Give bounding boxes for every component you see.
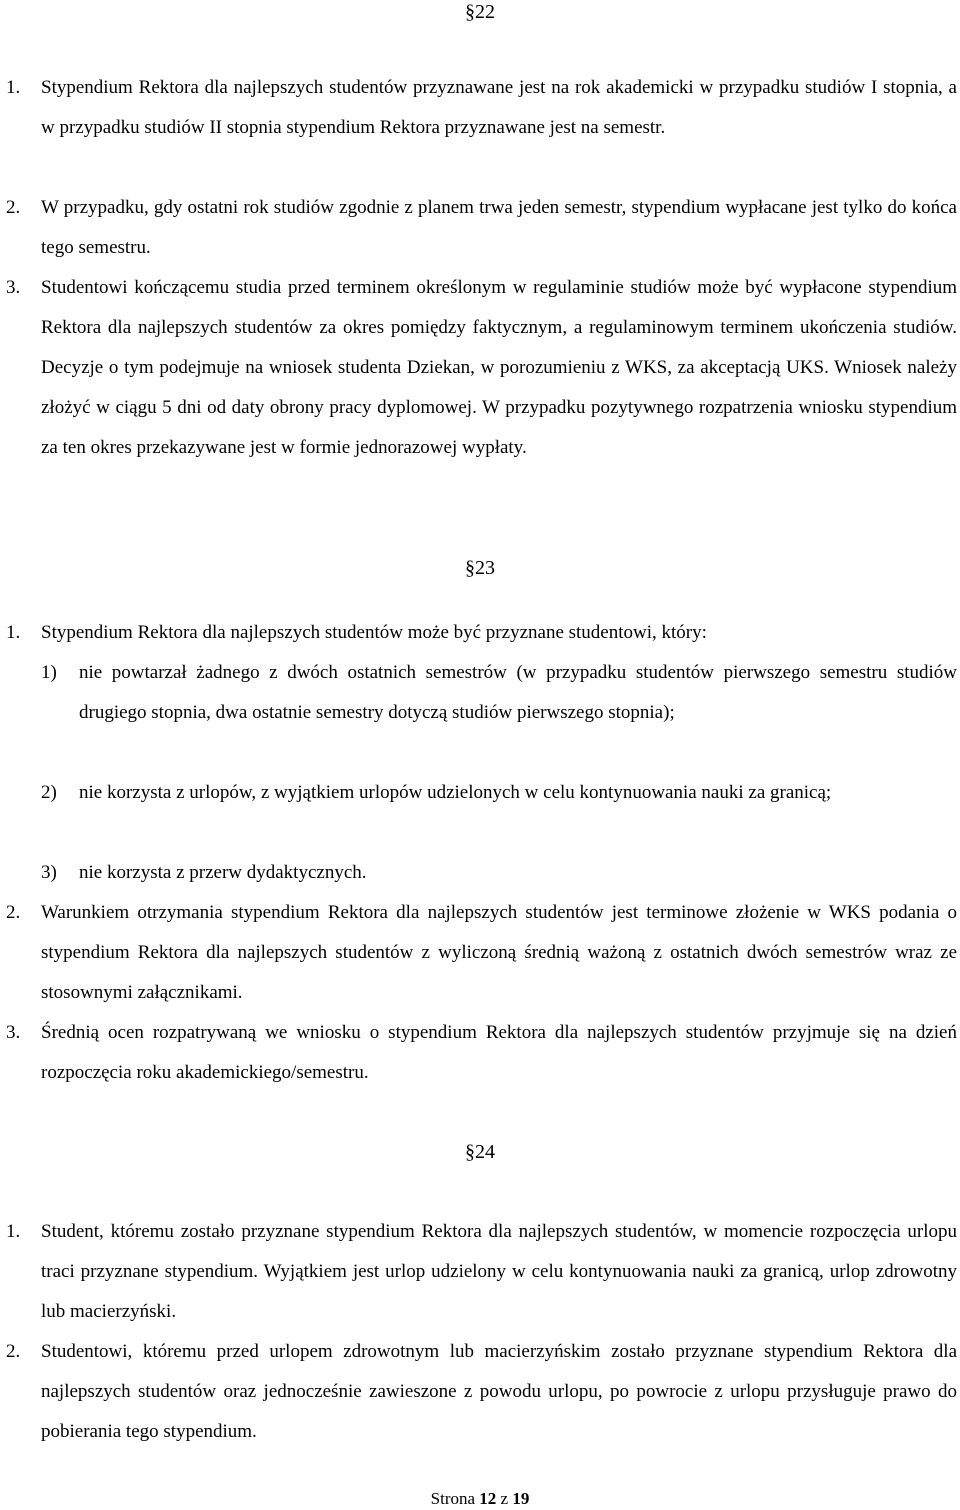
item-text: Student, któremu zostało przyznane stypendium Rektora dla najlepszych studentów, w momencie rozpoczęcia urlopu traci przyznane stypendium. Wyjątkiem jest urlop udzielony w celu kontynuowania nauki za granicą, urlop zdrowotny lub macierzyński. [41,1221,957,1322]
footer-page-total: 19 [512,1489,530,1508]
section-22-item-2 [0,188,957,268]
section-24-item-2 [0,1332,957,1452]
subitem-number: 2) [41,782,57,803]
subitem-number: 1) [41,662,57,683]
item-text: Stypendium Rektora dla najlepszych studentów może być przyznane studentowi, który: [41,622,707,643]
item-number: 3. [6,277,21,298]
item-number: 2. [6,902,21,923]
item-number: 3. [6,1022,21,1043]
footer-prefix: Strona [430,1489,476,1508]
item-number: 1. [6,1221,21,1242]
item-number: 2. [6,197,21,218]
item-text: Studentowi, któremu przed urlopem zdrowotnym lub macierzyńskim zostało przyznane stypendium Rektora dla najlepszych studentów oraz jednocześnie zawieszone z powodu urlopu, po powrocie z urlopu przysługuje prawo do pobierania tego stypendium. [41,1341,957,1442]
item-text: W przypadku, gdy ostatni rok studiów zgodnie z planem trwa jeden semestr, stypendium wypłacane jest tylko do końca tego semestru. [41,197,957,258]
section-heading-23: §23 [465,557,495,579]
section-23-subitem-2 [0,773,957,813]
subitem-text: nie korzysta z urlopów, z wyjątkiem urlopów udzielonych w celu kontynuowania nauki za granicą; [79,782,832,803]
subitem-number: 3) [41,862,57,883]
item-text: Stypendium Rektora dla najlepszych studentów przyznawane jest na rok akademicki w przypadku studiów I stopnia, a w przypadku studiów II stopnia stypendium Rektora przyznawane jest na semestr. [41,77,957,138]
subitem-text: nie powtarzał żadnego z dwóch ostatnich semestrów (w przypadku studentów pierwszego semestru studiów drugiego stopnia, dwa ostatnie semestry dotyczą studiów pierwszego stopnia); [79,662,957,723]
subitem-text: nie korzysta z przerw dydaktycznych. [79,862,367,883]
item-number: 1. [6,77,21,98]
item-number: 1. [6,622,21,643]
item-text: Średnią ocen rozpatrywaną we wniosku o stypendium Rektora dla najlepszych studentów przyjmuje się na dzień rozpoczęcia roku akademickiego/semestru. [41,1022,957,1083]
section-heading-22: §22 [465,1,495,23]
item-number: 2. [6,1341,21,1362]
section-heading-24: §24 [465,1141,495,1163]
section-23-item-2 [0,893,957,1013]
section-24-item-1 [0,1212,957,1332]
footer-page-number: 12 [479,1489,497,1508]
footer-separator: z [500,1489,509,1508]
section-23-item-3 [0,1013,957,1093]
section-23-subitem-3 [0,853,957,893]
item-text: Studentowi kończącemu studia przed terminem określonym w regulaminie studiów może być wypłacone stypendium Rektora dla najlepszych studentów za okres pomiędzy faktycznym, a regulaminowym terminem ukończenia studiów. Decyzje o tym podejmuje na wniosek studenta Dziekan, w porozumieniu z WKS, za akceptacją UKS. Wniosek należy złożyć w ciągu 5 dni od daty obrony pracy dyplomowej. W przypadku pozytywnego rozpatrzenia wniosku stypendium za ten okres przekazywane jest w formie jednorazowej wypłaty. [41,277,957,458]
section-22-item-1 [0,68,957,148]
section-23-item-1 [0,613,957,653]
section-22-item-3 [0,268,957,468]
page-footer [0,1488,960,1510]
section-23-subitem-1 [0,653,957,733]
item-text: Warunkiem otrzymania stypendium Rektora dla najlepszych studentów jest terminowe złożenie w WKS podania o stypendium Rektora dla najlepszych studentów z wyliczoną średnią ważoną z ostatnich dwóch semestrów wraz ze stosownymi załącznikami. [41,902,957,1003]
